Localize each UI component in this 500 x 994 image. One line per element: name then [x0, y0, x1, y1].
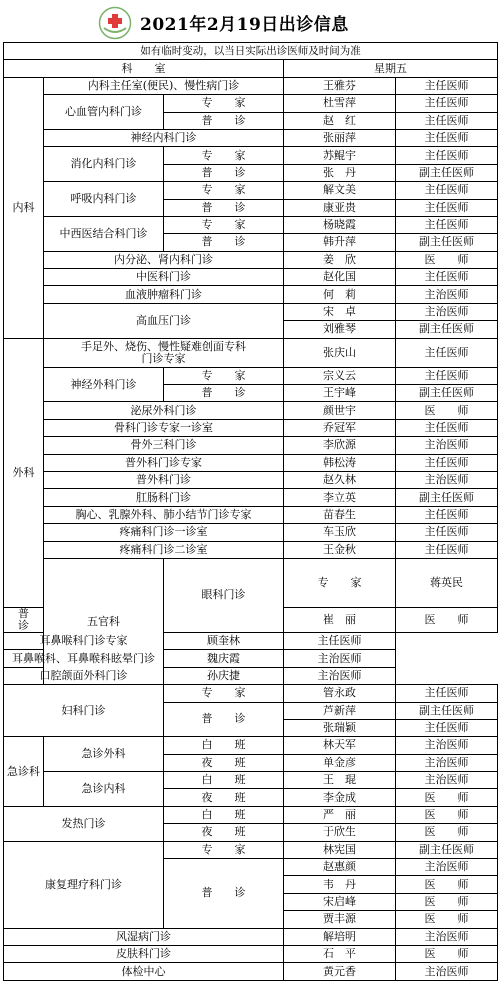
visit-type: 普 诊 — [164, 859, 284, 929]
doctor-name: 林宪国 — [284, 841, 396, 858]
dept-name: 高血压门诊 — [44, 303, 284, 338]
dept-name: 神经外科门诊 — [44, 367, 164, 402]
doctor-name: 何 莉 — [284, 286, 396, 303]
doctor-title: 主治医师 — [284, 650, 396, 667]
doctor-title: 医 师 — [396, 876, 498, 893]
visit-type: 专 家 — [164, 95, 284, 112]
dept-name: 妇科门诊 — [4, 685, 164, 737]
doctor-name: 赵惠颜 — [284, 859, 396, 876]
doctor-name: 魏庆霞 — [164, 650, 284, 667]
schedule-table — [3, 42, 498, 981]
table-row — [4, 402, 498, 419]
table-row — [4, 182, 498, 199]
table-row — [4, 650, 498, 667]
dept-name: 疼痛科门诊一诊室 — [44, 524, 284, 541]
table-row — [4, 216, 498, 233]
table-row — [4, 454, 498, 471]
table-row — [4, 506, 498, 523]
doctor-title: 医 师 — [396, 402, 498, 419]
doctor-title: 主任医师 — [284, 632, 396, 649]
dept-name: 疼痛科门诊二诊室 — [44, 541, 284, 558]
visit-type: 专 家 — [284, 558, 396, 607]
doctor-title: 主治医师 — [396, 859, 498, 876]
doctor-name: 苏鲲宇 — [284, 147, 396, 164]
doctor-title: 主治医师 — [396, 963, 498, 980]
doctor-name: 韩松涛 — [284, 454, 396, 471]
visit-type: 普 诊 — [164, 199, 284, 216]
doctor-title: 主任医师 — [396, 367, 498, 384]
doctor-name: 王雅芬 — [284, 77, 396, 94]
table-row — [4, 338, 498, 367]
table-row — [4, 367, 498, 384]
dept-name: 手足外、烧伤、慢性疑难创面专科门诊专家 — [44, 338, 284, 367]
doctor-name: 单金彦 — [284, 754, 396, 771]
doctor-name: 赵久林 — [284, 471, 396, 488]
dept-name: 骨外三科门诊 — [44, 437, 284, 454]
table-row — [4, 147, 498, 164]
visit-type: 普 诊 — [164, 702, 284, 737]
table-row — [4, 471, 498, 488]
visit-type: 专 家 — [164, 685, 284, 702]
doctor-title: 医 师 — [396, 824, 498, 841]
doctor-name: 张瑞颖 — [284, 719, 396, 736]
table-row — [4, 772, 498, 789]
dept-name: 耳鼻喉科、耳鼻喉科眩晕门诊 — [4, 650, 164, 667]
visit-type: 专 家 — [164, 216, 284, 233]
doctor-name: 刘雅琴 — [284, 321, 396, 338]
visit-type: 白 班 — [164, 772, 284, 789]
dept-name: 内分泌、肾内科门诊 — [44, 251, 284, 268]
dept-name: 呼吸内科门诊 — [44, 182, 164, 217]
doctor-name: 王金秋 — [284, 541, 396, 558]
doctor-name: 杨晓霞 — [284, 216, 396, 233]
doctor-title: 主任医师 — [396, 454, 498, 471]
doctor-title: 主任医师 — [396, 182, 498, 199]
doctor-name: 杜雪萍 — [284, 95, 396, 112]
doctor-name: 林天军 — [284, 737, 396, 754]
doctor-name: 芦新萍 — [284, 702, 396, 719]
doctor-name: 赵化国 — [284, 269, 396, 286]
doctor-name: 车玉欣 — [284, 524, 396, 541]
doctor-name: 蒋英民 — [396, 558, 498, 607]
doctor-name: 张丽萍 — [284, 129, 396, 146]
doctor-title: 主治医师 — [284, 667, 396, 684]
doctor-title: 主任医师 — [396, 338, 498, 367]
visit-type: 专 家 — [164, 182, 284, 199]
table-row — [4, 437, 498, 454]
dept-name: 消化内科门诊 — [44, 147, 164, 182]
table-row — [4, 558, 498, 607]
doctor-name: 宗义云 — [284, 367, 396, 384]
doctor-name: 李金成 — [284, 789, 396, 806]
doctor-name: 顾奎林 — [164, 632, 284, 649]
table-row — [4, 737, 498, 754]
table-row — [4, 963, 498, 980]
dept-name: 发热门诊 — [4, 806, 164, 841]
doctor-title: 医 师 — [396, 789, 498, 806]
visit-type: 普 诊 — [164, 234, 284, 251]
table-row — [4, 95, 498, 112]
doctor-title: 主治医师 — [396, 772, 498, 789]
dept-name: 骨科门诊专家一诊室 — [44, 419, 284, 436]
table-row — [4, 806, 498, 823]
doctor-name: 赵 红 — [284, 112, 396, 129]
dept-name: 中西医结合科门诊 — [44, 216, 164, 251]
doctor-name: 韦 丹 — [284, 876, 396, 893]
visit-type: 普 诊 — [164, 112, 284, 129]
dept-header: 科 室 — [4, 60, 284, 77]
dept-name: 急诊内科 — [44, 772, 164, 807]
doctor-title: 主治医师 — [396, 303, 498, 320]
doctor-title: 主任医师 — [396, 506, 498, 523]
visit-type: 白 班 — [164, 737, 284, 754]
table-row — [4, 269, 498, 286]
table-row — [4, 667, 498, 684]
visit-type: 夜 班 — [164, 824, 284, 841]
doctor-title: 副主任医师 — [396, 234, 498, 251]
doctor-title: 医 师 — [396, 607, 498, 632]
doctor-name: 王宇峰 — [284, 385, 396, 402]
dept-name: 血液肿瘤科门诊 — [44, 286, 284, 303]
doctor-title: 主治医师 — [396, 471, 498, 488]
dept-name: 耳鼻喉科门诊专家 — [4, 632, 164, 649]
page-header — [0, 0, 500, 42]
table-row — [4, 841, 498, 858]
doctor-name: 宋 卓 — [284, 303, 396, 320]
hospital-logo-icon — [98, 6, 132, 40]
doctor-title: 副主任医师 — [396, 164, 498, 181]
doctor-title: 主任医师 — [396, 541, 498, 558]
doctor-title: 副主任医师 — [396, 841, 498, 858]
table-row — [4, 685, 498, 702]
doctor-name: 宋启峰 — [284, 893, 396, 910]
doctor-title: 主治医师 — [396, 437, 498, 454]
visit-type: 普 诊 — [164, 385, 284, 402]
dept-name: 急诊外科 — [44, 737, 164, 772]
doctor-title: 医 师 — [396, 251, 498, 268]
doctor-title: 主任医师 — [396, 77, 498, 94]
doctor-title: 医 师 — [396, 911, 498, 928]
dept-name: 普外科门诊 — [44, 471, 284, 488]
doctor-title: 医 师 — [396, 945, 498, 962]
doctor-title: 主任医师 — [396, 129, 498, 146]
doctor-title: 副主任医师 — [396, 321, 498, 338]
doctor-title: 主治医师 — [396, 286, 498, 303]
notice-row — [4, 43, 498, 60]
visit-type: 夜 班 — [164, 789, 284, 806]
dept-name: 口腔颌面外科门诊 — [4, 667, 164, 684]
table-row — [4, 77, 498, 94]
doctor-name: 张庆山 — [284, 338, 396, 367]
doctor-title: 主治医师 — [396, 754, 498, 771]
doctor-title: 主任医师 — [396, 95, 498, 112]
day-header: 星期五 — [284, 60, 498, 77]
doctor-name: 李立英 — [284, 489, 396, 506]
dept-name: 神经内科门诊 — [44, 129, 284, 146]
doctor-title: 医 师 — [396, 806, 498, 823]
dept-name: 皮肤科门诊 — [4, 945, 284, 962]
doctor-title: 主任医师 — [396, 216, 498, 233]
dept-name: 肛肠科门诊 — [44, 489, 284, 506]
dept-name: 泌尿外科门诊 — [44, 402, 284, 419]
dept-name: 胸心、乳腺外科、肺小结节门诊专家 — [44, 506, 284, 523]
table-row — [4, 251, 498, 268]
dept-name: 康复理疗科门诊 — [4, 841, 164, 928]
table-row — [4, 524, 498, 541]
doctor-name: 韩升萍 — [284, 234, 396, 251]
doctor-name: 崔 丽 — [284, 607, 396, 632]
doctor-name: 乔冠军 — [284, 419, 396, 436]
doctor-title: 主任医师 — [396, 685, 498, 702]
table-row — [4, 419, 498, 436]
table-row — [4, 286, 498, 303]
dept-name: 中医科门诊 — [44, 269, 284, 286]
doctor-title: 副主任医师 — [396, 385, 498, 402]
doctor-title: 副主任医师 — [396, 489, 498, 506]
doctor-name: 姜 欣 — [284, 251, 396, 268]
visit-type: 专 家 — [164, 367, 284, 384]
doctor-title: 副主任医师 — [396, 702, 498, 719]
dept-name: 内科主任室(便民)、慢性病门诊 — [44, 77, 284, 94]
doctor-name: 于欣生 — [284, 824, 396, 841]
page-title: 2021年2月19日出诊信息 — [140, 15, 349, 35]
doctor-title: 主治医师 — [396, 737, 498, 754]
doctor-name: 康亚贵 — [284, 199, 396, 216]
visit-type: 普 诊 — [4, 607, 44, 632]
dept-name: 眼科门诊 — [164, 558, 284, 632]
dept-name: 心血管内科门诊 — [44, 95, 164, 130]
table-row — [4, 303, 498, 320]
doctor-name: 贾丰源 — [284, 911, 396, 928]
notice-text: 如有临时变动，以当日实际出诊医师及时间为准 — [4, 43, 498, 60]
table-row — [4, 632, 498, 649]
doctor-title: 医 师 — [396, 893, 498, 910]
doctor-name: 张 丹 — [284, 164, 396, 181]
doctor-title: 主任医师 — [396, 719, 498, 736]
visit-type: 普 诊 — [164, 164, 284, 181]
doctor-name: 石 平 — [284, 945, 396, 962]
dept-name: 体检中心 — [4, 963, 284, 980]
doctor-name: 颜世宇 — [284, 402, 396, 419]
doctor-name: 解培明 — [284, 928, 396, 945]
visit-type: 夜 班 — [164, 754, 284, 771]
doctor-name: 李欣源 — [284, 437, 396, 454]
table-row — [4, 489, 498, 506]
doctor-title: 主治医师 — [396, 928, 498, 945]
table-row — [4, 945, 498, 962]
doctor-title: 主任医师 — [396, 147, 498, 164]
group-label: 急诊科 — [4, 737, 44, 807]
doctor-name: 王 琨 — [284, 772, 396, 789]
visit-type: 专 家 — [164, 147, 284, 164]
doctor-title: 主任医师 — [396, 199, 498, 216]
dept-name: 风湿病门诊 — [4, 928, 284, 945]
doctor-name: 黄元香 — [284, 963, 396, 980]
table-row — [4, 541, 498, 558]
doctor-name: 解文美 — [284, 182, 396, 199]
visit-type: 白 班 — [164, 806, 284, 823]
visit-type: 专 家 — [164, 841, 284, 858]
doctor-title: 主任医师 — [396, 524, 498, 541]
group-label: 外科 — [4, 338, 44, 607]
dept-name: 普外科门诊专家 — [44, 454, 284, 471]
doctor-name: 苗春生 — [284, 506, 396, 523]
doctor-title: 主任医师 — [396, 419, 498, 436]
doctor-title: 主任医师 — [396, 112, 498, 129]
group-label: 内科 — [4, 77, 44, 338]
column-header-row — [4, 60, 498, 77]
group-label: 五官科 — [44, 558, 164, 684]
table-row — [4, 129, 498, 146]
doctor-name: 管永政 — [284, 685, 396, 702]
doctor-name: 严 丽 — [284, 806, 396, 823]
table-row — [4, 928, 498, 945]
doctor-name: 孙庆捷 — [164, 667, 284, 684]
doctor-title: 主任医师 — [396, 269, 498, 286]
